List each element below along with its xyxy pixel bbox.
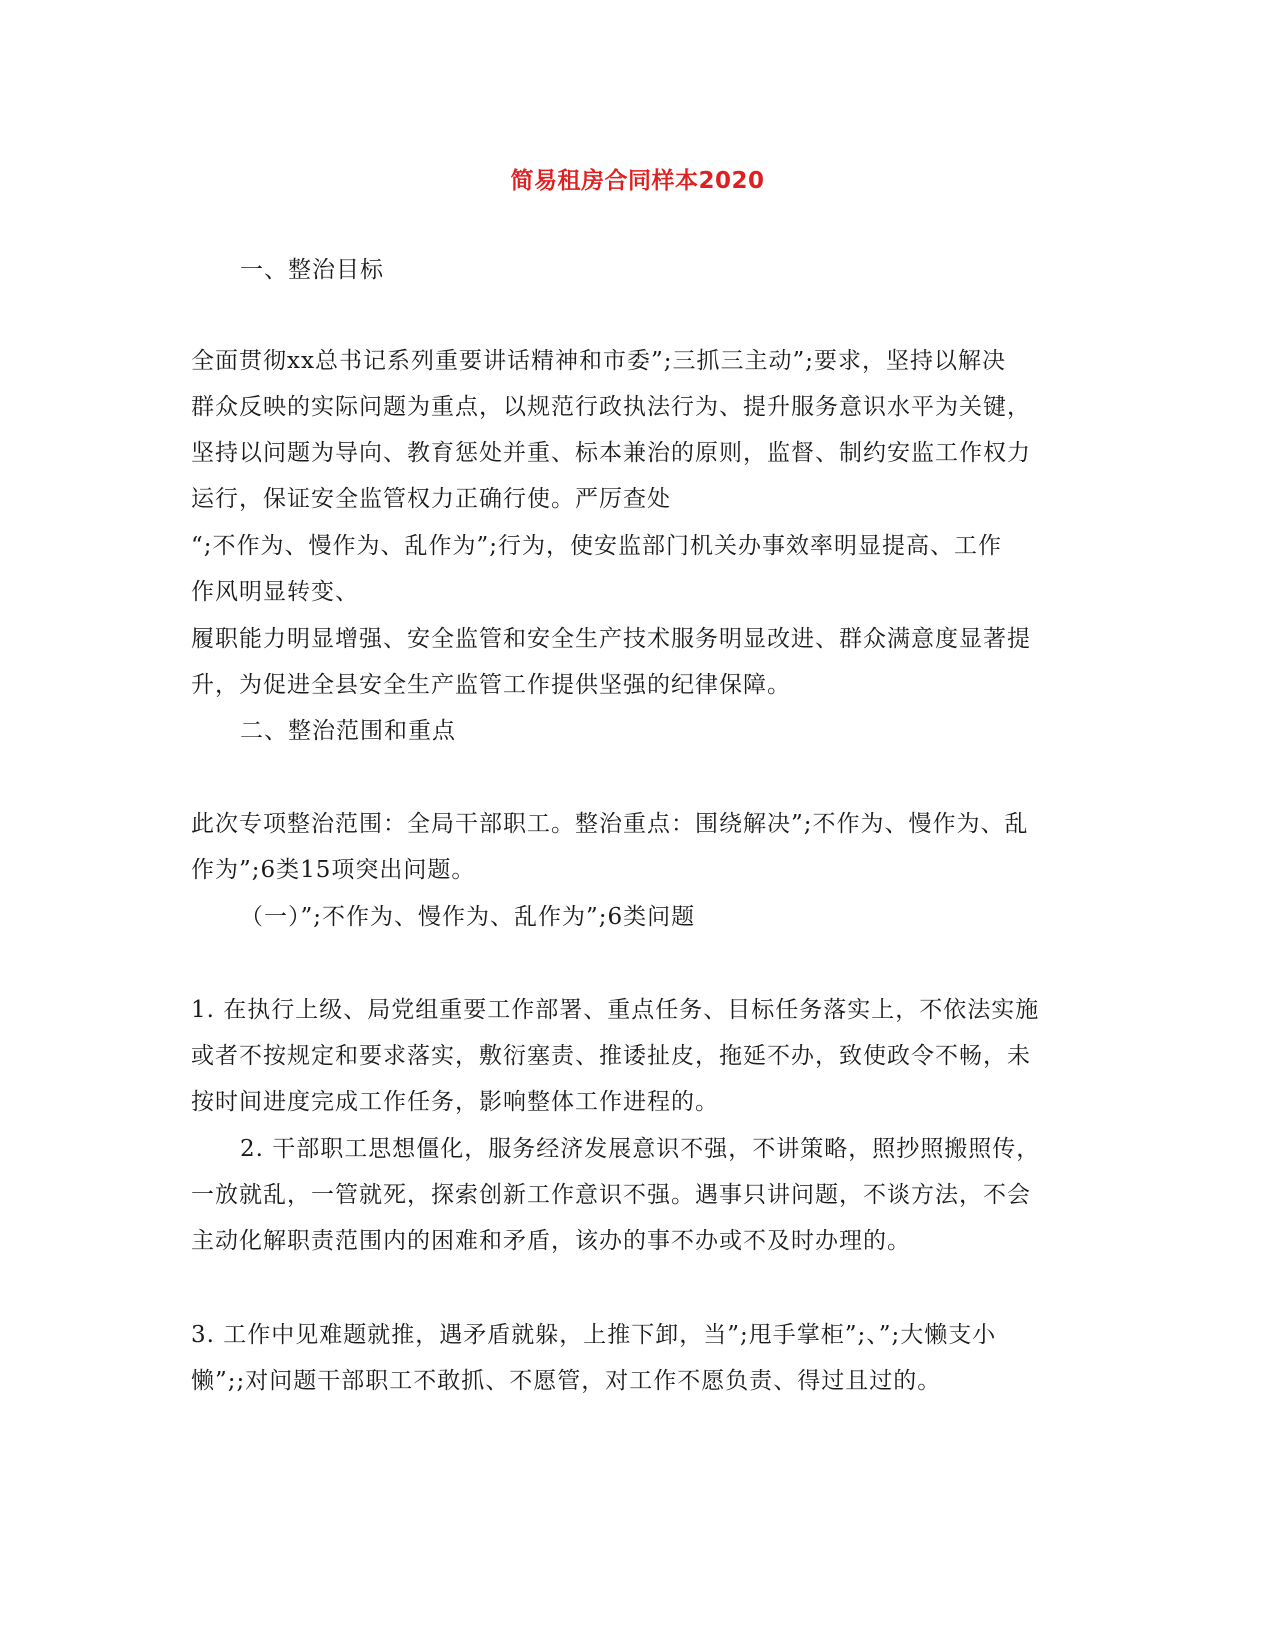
list-item-line: 一放就乱，一管就死，探索创新工作意识不强。遇事只讲问题，不谈方法，不会 bbox=[191, 1182, 1031, 1208]
list-item-line: 懒”;;对问题干部职工不敢抓、不愿管，对工作不愿负责、得过且过的。 bbox=[191, 1368, 942, 1394]
paragraph-line: 坚持以问题为导向、教育惩处并重、标本兼治的原则，监督、制约安监工作权力 bbox=[191, 440, 1031, 466]
document-title: 简易租房合同样本2020 bbox=[510, 168, 765, 194]
paragraph-line: 作为”;6类15项突出问题。 bbox=[191, 857, 476, 883]
paragraph-line: 运行，保证安全监管权力正确行使。严厉查处 bbox=[191, 486, 671, 512]
list-item-line: 2. 干部职工思想僵化，服务经济发展意识不强，不讲策略，照抄照搬照传， bbox=[240, 1136, 1041, 1162]
list-item-line: 主动化解职责范围内的困难和矛盾，该办的事不办或不及时办理的。 bbox=[191, 1228, 911, 1254]
paragraph-line: 全面贯彻xx总书记系列重要讲话精神和市委”;三抓三主动”;要求，坚持以解决 bbox=[191, 348, 1006, 374]
paragraph-line: “;不作为、慢作为、乱作为”;行为，使安监部门机关办事效率明显提高、工作 bbox=[191, 533, 1003, 559]
paragraph-line: 升，为促进全县安全生产监管工作提供坚强的纪律保障。 bbox=[191, 672, 791, 698]
subsection-heading: （一）”;不作为、慢作为、乱作为”;6类问题 bbox=[240, 904, 696, 930]
section-heading-1: 一、整治目标 bbox=[240, 257, 384, 283]
paragraph-line: 此次专项整治范围：全局干部职工。整治重点：围绕解决”;不作为、慢作为、乱 bbox=[191, 811, 1029, 837]
paragraph-line: 群众反映的实际问题为重点，以规范行政执法行为、提升服务意识水平为关键， bbox=[191, 394, 1031, 420]
list-item-line: 按时间进度完成工作任务，影响整体工作进程的。 bbox=[191, 1089, 719, 1115]
list-item-line: 3. 工作中见难题就推，遇矛盾就躲，上推下卸，当”;甩手掌柜”;、”;大懒支小 bbox=[191, 1322, 997, 1348]
list-item-line: 1. 在执行上级、局党组重要工作部署、重点任务、目标任务落实上，不依法实施 bbox=[191, 997, 1040, 1023]
paragraph-line: 作风明显转变、 bbox=[191, 579, 359, 605]
section-heading-2: 二、整治范围和重点 bbox=[240, 718, 456, 744]
paragraph-line: 履职能力明显增强、安全监管和安全生产技术服务明显改进、群众满意度显著提 bbox=[191, 626, 1031, 652]
list-item-line: 或者不按规定和要求落实，敷衍塞责、推诿扯皮，拖延不办，致使政令不畅，未 bbox=[191, 1043, 1031, 1069]
